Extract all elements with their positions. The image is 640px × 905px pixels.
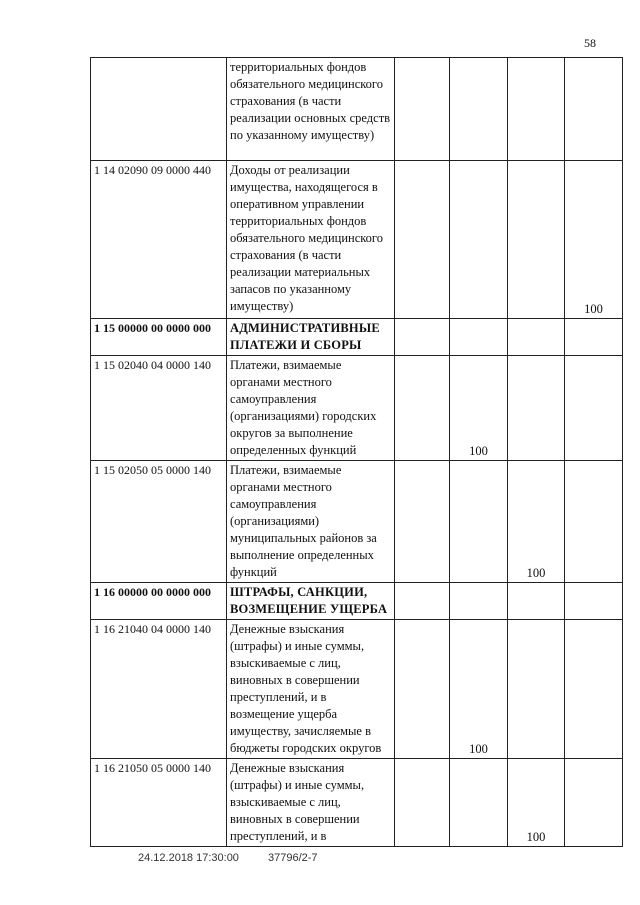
table-row: [91, 58, 623, 161]
row-name: Денежные взыскания (штрафы) и иные суммы, взыскиваемые с лиц, виновных в совершении преступлений, и в: [227, 759, 395, 847]
row-col-2: [508, 161, 565, 319]
row-col-2: [508, 583, 565, 620]
table-row: [91, 620, 623, 759]
row-col-1: [450, 461, 508, 583]
row-code: 1 16 00000 00 0000 000: [91, 583, 227, 620]
row-col-1: [450, 58, 508, 161]
page-number: 58: [584, 36, 596, 50]
row-col-2: [508, 620, 565, 759]
row-col-1: 100: [450, 620, 508, 759]
table-row: [91, 583, 623, 620]
row-col-3: [565, 620, 623, 759]
row-col-2: 100: [508, 759, 565, 847]
row-code: 1 14 02090 09 0000 440: [91, 161, 227, 319]
row-col-1: [450, 759, 508, 847]
row-col-2: [508, 58, 565, 161]
row-name: Денежные взыскания (штрафы) и иные суммы, взыскиваемые с лиц, виновных в совершении преступлений, и в возмещение ущерба имуществу, зачисляемые в бюджеты городских округов: [227, 620, 395, 759]
row-name: Доходы от реализации имущества, находящегося в оперативном управлении территориальных фондов обязательного медицинского страхования (в части реализации материальных запасов по указанному имуществу): [227, 161, 395, 319]
row-name: Платежи, взимаемые органами местного самоуправления (организациями) городских округов за выполнение определенных функций: [227, 356, 395, 461]
row-name: АДМИНИСТРАТИВНЫЕ ПЛАТЕЖИ И СБОРЫ: [227, 319, 395, 356]
row-col-3: 100: [565, 161, 623, 319]
row-col-1: [450, 583, 508, 620]
row-col-3: [565, 319, 623, 356]
row-col-empty: [395, 583, 450, 620]
row-col-empty: [395, 759, 450, 847]
row-col-1: [450, 319, 508, 356]
table-row: [91, 319, 623, 356]
row-col-1: 100: [450, 356, 508, 461]
row-col-2: [508, 319, 565, 356]
document-footer: [138, 852, 344, 864]
row-name: Платежи, взимаемые органами местного самоуправления (организациями) муниципальных районов за выполнение определенных функций: [227, 461, 395, 583]
row-col-empty: [395, 356, 450, 461]
row-col-3: [565, 461, 623, 583]
row-col-3: [565, 58, 623, 161]
table-row: [91, 759, 623, 847]
row-code: [91, 58, 227, 161]
table-row: [91, 161, 623, 319]
row-col-1: [450, 161, 508, 319]
row-col-2: 100: [508, 461, 565, 583]
row-code: 1 15 02050 05 0000 140: [91, 461, 227, 583]
row-code: 1 16 21040 04 0000 140: [91, 620, 227, 759]
row-col-3: [565, 583, 623, 620]
row-col-3: [565, 356, 623, 461]
row-col-2: [508, 356, 565, 461]
table-row: [91, 461, 623, 583]
row-code: 1 15 02040 04 0000 140: [91, 356, 227, 461]
row-col-3: [565, 759, 623, 847]
row-col-empty: [395, 620, 450, 759]
row-col-empty: [395, 461, 450, 583]
row-name: территориальных фондов обязательного медицинского страхования (в части реализации основных средств по указанному имуществу): [227, 58, 395, 161]
row-col-empty: [395, 319, 450, 356]
row-code: 1 15 00000 00 0000 000: [91, 319, 227, 356]
footer-timestamp: 24.12.2018 17:30:00: [138, 852, 239, 864]
row-col-empty: [395, 161, 450, 319]
row-code: 1 16 21050 05 0000 140: [91, 759, 227, 847]
footer-document-id: 37796/2-7: [268, 852, 318, 864]
row-col-empty: [395, 58, 450, 161]
table-row: [91, 356, 623, 461]
row-name: ШТРАФЫ, САНКЦИИ, ВОЗМЕЩЕНИЕ УЩЕРБА: [227, 583, 395, 620]
revenue-classification-table: [90, 57, 623, 847]
